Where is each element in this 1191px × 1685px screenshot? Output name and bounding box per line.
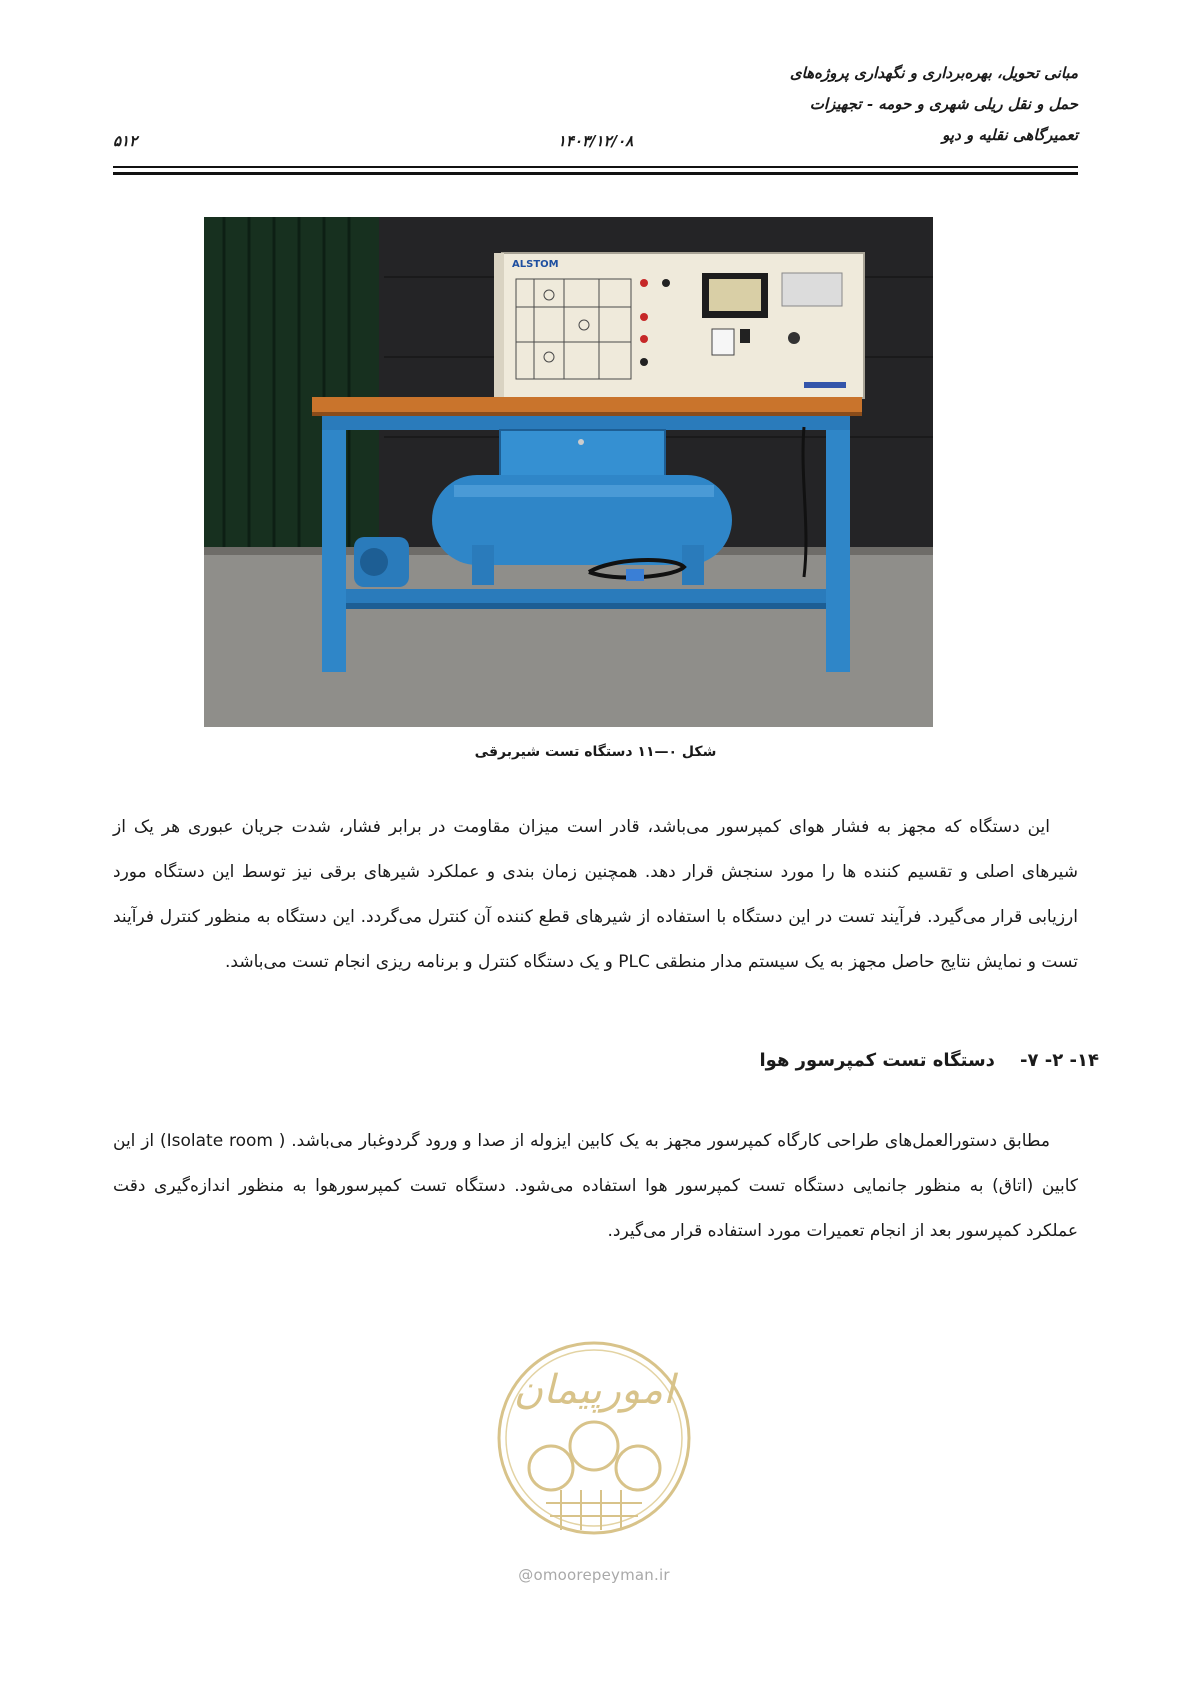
watermark-logo-text: امورپیمان (513, 1367, 675, 1413)
alstom-logo: ALSTOM (512, 259, 559, 270)
section-title: دستگاه تست کمپرسور هوا (759, 1050, 995, 1071)
title-line-3: تعمیرگاهی نقلیه و دپو (942, 126, 1078, 144)
solenoid-valve-test-rig-photo (204, 217, 933, 727)
page-number: ۵۱۲ (113, 132, 138, 150)
watermark-url: @omoorepeyman.ir (518, 1566, 670, 1584)
title-line-2: حمل و نقل ریلی شهری و حومه - تجهیزات (809, 95, 1078, 113)
figure-caption: شکل ۰—۱۱ دستگاه تست شیربرقی (474, 744, 717, 760)
header-date: ۱۴۰۳/۱۲/۰۸ (557, 132, 634, 150)
header-rule-double (113, 172, 1078, 175)
section-heading (759, 1050, 1099, 1071)
title-line-1: مبانی تحویل، بهره‌برداری و نگهداری پروژه‌های (789, 64, 1078, 82)
watermark-logo-icon (486, 1318, 702, 1558)
section-number: ۱۴- ۲- ۷- (1020, 1050, 1099, 1071)
watermark (486, 1318, 702, 1584)
page-header (113, 58, 1078, 170)
header-rule (113, 166, 1078, 168)
paragraph-air-compressor-tester: مطابق دستورالعمل‌های طراحی کارگاه کمپرسور مجهز به یک کابین ایزوله از صدا و ورود گردوغبار می‌باشد. ( Isolate room) از این کابین (اتاق) به منظور جانمایی دستگاه تست کمپرسور هوا استفاده می‌شود. دستگاه تست کمپرسورهوا به منظور اندازه‌گیری دقت عملکرد کمپرسور بعد از انجام تعمیرات مورد استفاده قرار می‌گیرد. (113, 1131, 1078, 1241)
paragraph-solenoid-valve-tester: این دستگاه که مجهز به فشار هوای کمپرسور می‌باشد، قادر است میزان مقاومت در برابر فشار، شدت جریان عبوری هر یک از شیرهای اصلی و تقسیم کننده ها را مورد سنجش قرار دهد. همچنین زمان بندی و عملکرد شیرهای برقی نیز توسط این دستگاه مورد ارزیابی قرار می‌گیرد. فرآیند تست در این دستگاه با استفاده از شیرهای قطع کننده آن کنترل می‌گردد. این دستگاه به منظور کنترل فرآیند تست و نمایش نتایج حاصل مجهز به یک سیستم مدار منطقی PLC و یک دستگاه کنترل و برنامه ریزی انجام تست می‌باشد. (113, 817, 1078, 972)
